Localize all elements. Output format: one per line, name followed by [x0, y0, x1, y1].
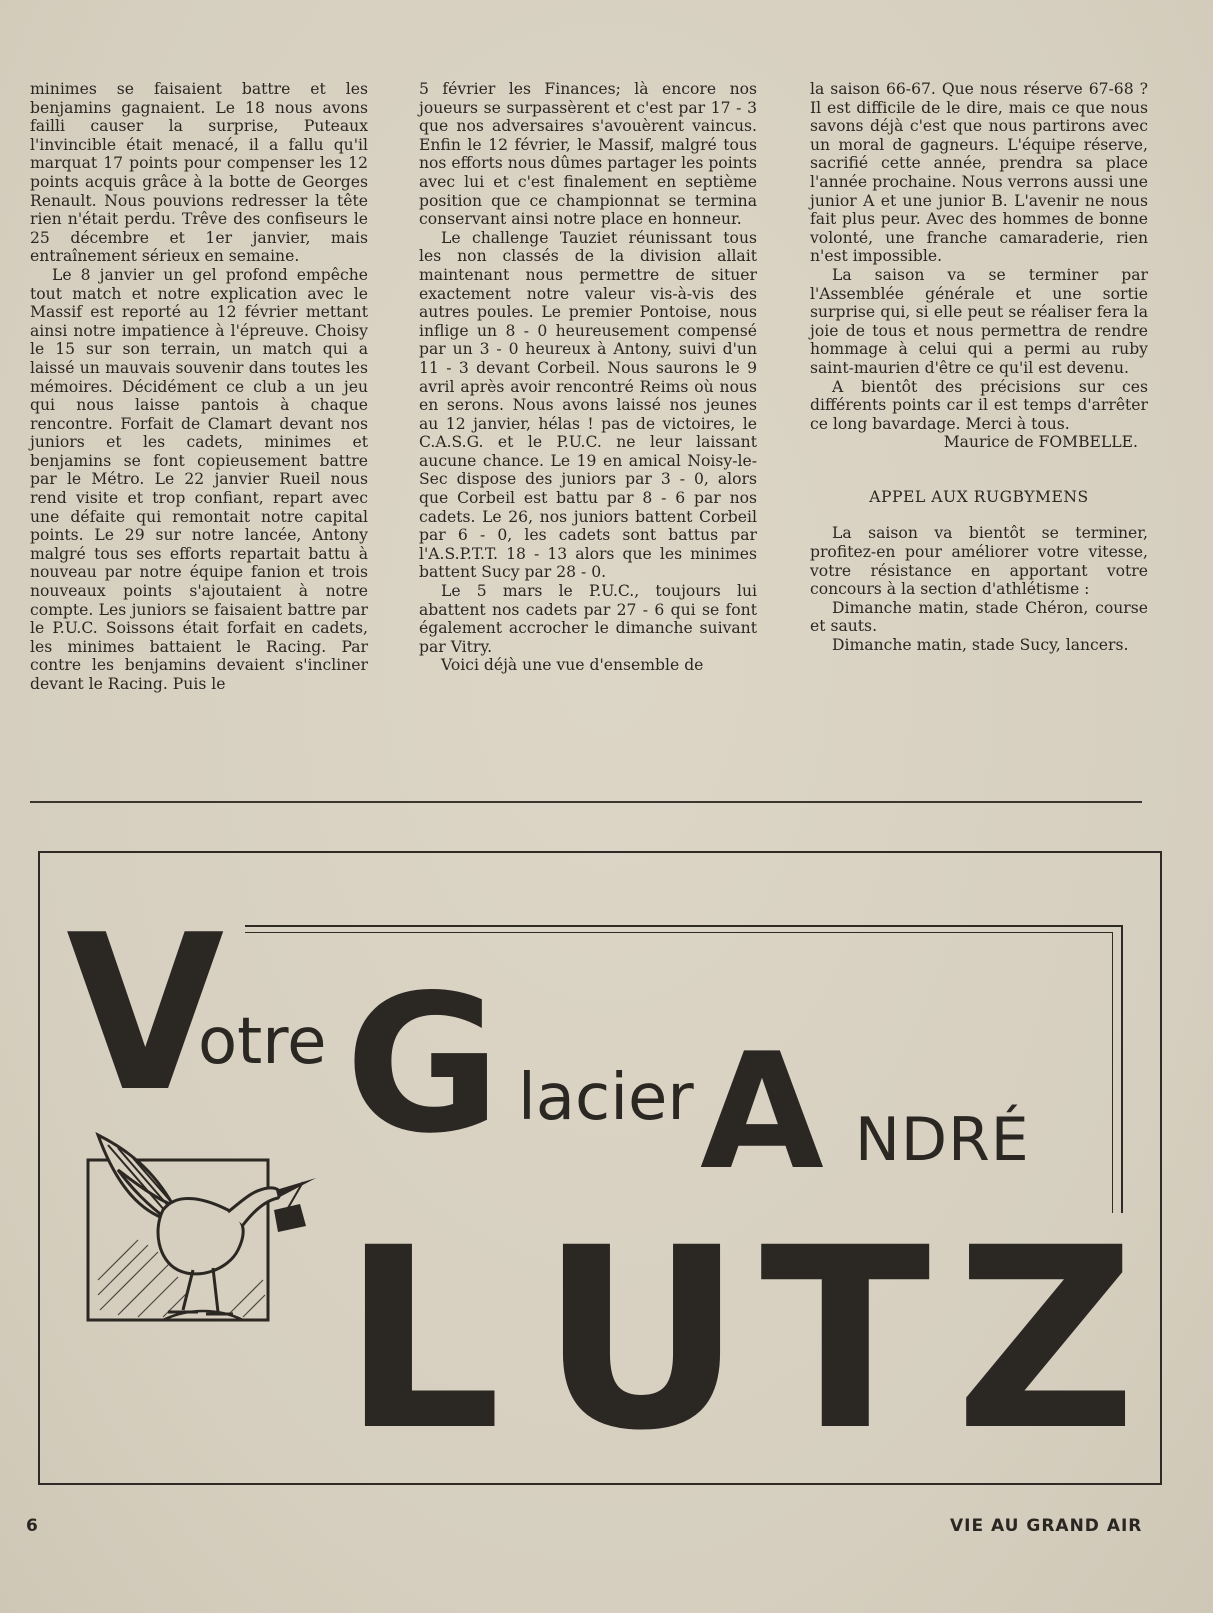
ad-inner-border: [1121, 925, 1123, 1213]
paragraph: A bientôt des précisions sur ces différents points car il est temps d'arrêter ce long bavardage. Merci à tous.: [810, 377, 1148, 433]
magazine-name: VIE AU GRAND AIR: [950, 1516, 1143, 1536]
ad-word-otre: otre: [198, 1005, 327, 1079]
ad-word-lacier: lacier: [518, 1061, 694, 1135]
article-column-2: [419, 80, 757, 675]
ad-inner-border: [245, 932, 1113, 933]
ad-inner-border: [1112, 932, 1113, 1213]
paragraph: Le 8 janvier un gel profond empêche tout match et notre explication avec le Massif est reporté au 12 février mettant ainsi notre impatience à l'épreuve. Choisy le 15 sur son terrain, un match qui a laissé un mauvais souvenir dans toutes les mémoires. Décidément ce club a un jeu qui nous laisse pantois à chaque rencontre. Forfait de Clamart devant nos juniors et les cadets, minimes et benjamins se font copieusement battre par le Métro. Le 22 janvier Rueil nous rend visite et trop confiant, repart avec une défaite qui remontait notre capital points. Le 29 sur notre lancée, Antony malgré tous ses efforts repartait battu à nouveau par notre équipe fanion et trois nouveaux points s'ajoutaient à notre compte. Les juniors se faisaient battre par le P.U.C. Soissons était forfait en cadets, les minimes battaient le Racing. Par contre les benjamins devaient s'incliner devant le Racing. Puis le: [30, 265, 368, 693]
ad-letter-a: A: [700, 1018, 824, 1205]
paragraph: Le 5 mars le P.U.C., toujours lui abattent nos cadets par 27 - 6 qui se font également accrocher le dimanche suivant par Vitry.: [419, 582, 757, 656]
ad-lutz-letter: T: [760, 1194, 931, 1485]
paragraph: la saison 66-67. Que nous réserve 67-68 ? Il est difficile de le dire, mais ce que nous savons déjà c'est que nous partirons avec un moral de gagneurs. L'équipe réserve, sacrifié cette année, prendra sa place l'année prochaine. Nous verrons aussi une junior A et une junior B. L'avenir ne nous fait plus peur. Avec des hommes de bonne volonté, une franche camaraderie, rien n'est impossible.: [810, 80, 1148, 266]
ad-lutz-letter: U: [540, 1194, 744, 1485]
stork-icon: [78, 1130, 328, 1340]
ad-letter-v: V: [66, 888, 225, 1139]
appeal-heading: APPEL AUX RUGBYMENS: [869, 487, 1089, 506]
paragraph: Le challenge Tauziet réunissant tous les non classés de la division allait maintenant nous permettre de situer exactement notre valeur vis-à-vis des autres poules. Le premier Pontoise, nous inflige un 8 - 0 heureusement compensé par un 3 - 0 heureux à Antony, suivi d'un 11 - 3 devant Corbeil. Nous saurons le 9 avril après avoir rencontré Reims où nous en serons. Nous avons laissé nos jeunes au 12 janvier, hélas ! pas de victoires, le C.A.S.G. et le P.U.C. ne leur laissant aucune chance. Le 19 en amical Noisy-le-Sec dispose des juniors par 3 - 0, alors que Corbeil est battu par 8 - 6 par nos cadets. Le 26, nos juniors battent Corbeil par 6 - 0, les cadets sont battus par l'A.S.P.T.T. 18 - 13 alors que les minimes battent Sucy par 28 - 0.: [419, 228, 757, 582]
ad-lutz-letter: L: [342, 1194, 502, 1485]
paragraph: Dimanche matin, stade Chéron, course et sauts.: [810, 598, 1148, 636]
paragraph: Dimanche matin, stade Sucy, lancers.: [832, 636, 1129, 655]
paragraph: Voici déjà une vue d'ensemble de: [441, 656, 704, 675]
article-column-1: [30, 80, 368, 694]
ad-inner-border: [245, 925, 1123, 927]
ad-letter-g: G: [345, 954, 501, 1175]
page-number: 6: [26, 1516, 39, 1536]
paragraph: 5 février les Finances; là encore nos joueurs se surpassèrent et c'est par 17 - 3 que nos adversaires s'avouèrent vaincus. Enfin le 12 février, le Massif, malgré tous nos efforts nous dûmes partager les points avec lui et c'est finalement en septième position que ce championnat se termina conservant ainsi notre place en honneur.: [419, 80, 757, 229]
section-divider: [30, 801, 1142, 803]
ad-word-ndre: NDRÉ: [855, 1105, 1030, 1175]
ad-lutz-letter: Z: [955, 1194, 1137, 1485]
author-signature: Maurice de FOMBELLE.: [943, 433, 1138, 452]
paragraph: La saison va bientôt se terminer, profitez-en pour améliorer votre vitesse, votre résistance en apportant votre concours à la section d'athlétisme :: [810, 524, 1148, 599]
paragraph: La saison va se terminer par l'Assemblée générale et une sortie surprise qui, si elle peut se réaliser fera la joie de tous et nous permettra de rendre hommage à celui qui a permi au ruby saint-maurien d'être ce qu'il est devenu.: [810, 265, 1148, 377]
article-column-3: [810, 80, 1148, 655]
paragraph: minimes se faisaient battre et les benjamins gagnaient. Le 18 nous avons failli causer la surprise, Puteaux l'invincible était menacé, il a fallu qu'il marquat 17 points pour compenser les 12 points acquis grâce à la botte de Georges Renault. Nous pouvions redresser la tête rien n'était perdu. Trêve des confiseurs le 25 décembre et 1er janvier, mais entraînement sérieux en semaine.: [30, 80, 368, 266]
